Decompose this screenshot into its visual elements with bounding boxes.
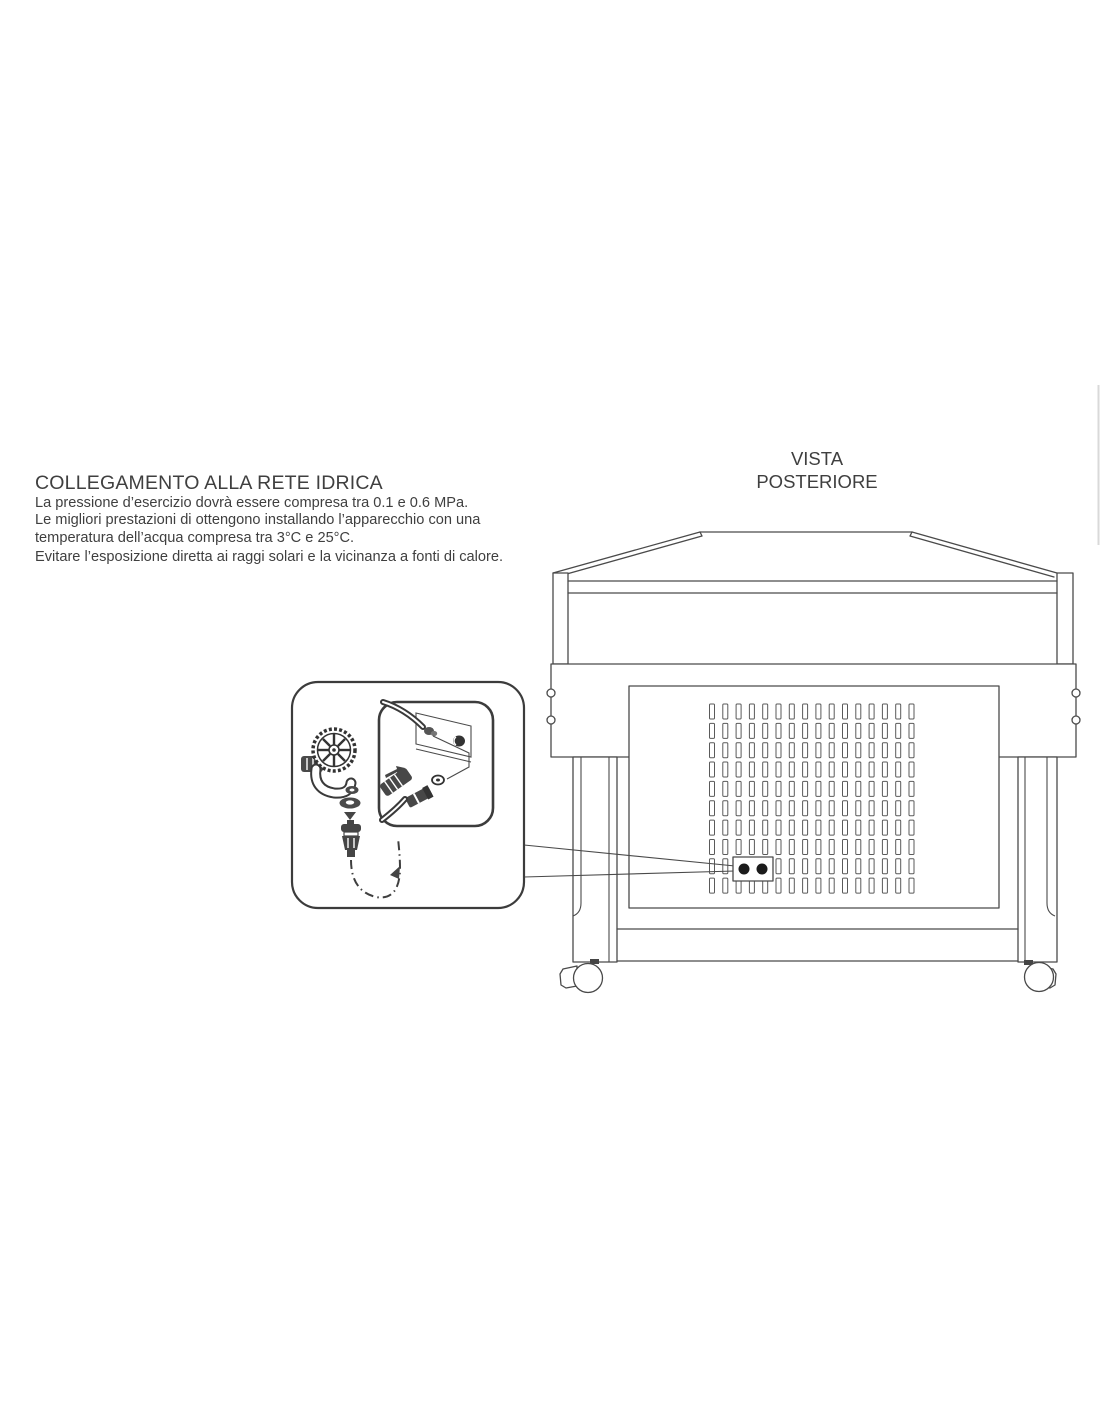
vent-slot (763, 704, 768, 719)
vent-slot (789, 743, 794, 758)
vent-slot (869, 801, 874, 816)
vent-slot (710, 801, 715, 816)
vent-slot (763, 743, 768, 758)
connection-detail-box (379, 702, 493, 826)
vent-slot (856, 878, 861, 893)
instruction-note: Evitare l’esposizione diretta ai raggi solari e la vicinanza a fonti di calore. (35, 549, 504, 565)
vent-slot (909, 704, 914, 719)
vent-slot (843, 801, 848, 816)
vent-slot (856, 704, 861, 719)
vent-slot (909, 743, 914, 758)
vent-slot (843, 859, 848, 874)
vent-slot (763, 840, 768, 855)
vent-slot (723, 704, 728, 719)
vent-slot (816, 820, 821, 835)
vent-slot (776, 820, 781, 835)
vent-slot (869, 820, 874, 835)
faucet-handle (313, 729, 355, 771)
vent-slot (816, 723, 821, 738)
vent-slot (869, 704, 874, 719)
inlet-dot (739, 864, 750, 875)
washer-icon (340, 798, 361, 809)
vent-slot (843, 820, 848, 835)
vent-slot (896, 878, 901, 893)
vent-slot (869, 859, 874, 874)
vent-slot (776, 743, 781, 758)
vent-slot (843, 704, 848, 719)
vent-slot (882, 781, 887, 796)
vent-slot (736, 840, 741, 855)
vent-slot (789, 704, 794, 719)
vent-slot (856, 743, 861, 758)
instruction-line: Le migliori prestazioni di ottengono installando l’apparecchio con una (35, 512, 481, 529)
vent-slot (856, 840, 861, 855)
view-label-line2: POSTERIORE (756, 470, 878, 492)
vent-slot (882, 859, 887, 874)
vent-slot (882, 820, 887, 835)
vent-slot (803, 878, 808, 893)
water-inlet-plate (733, 857, 773, 881)
vent-slot (723, 781, 728, 796)
vent-slot (856, 781, 861, 796)
vent-slot (882, 840, 887, 855)
vent-slot (896, 723, 901, 738)
vent-slot (816, 859, 821, 874)
vent-slot (789, 859, 794, 874)
vent-slot (829, 859, 834, 874)
vent-slot (843, 878, 848, 893)
vent-slot (856, 859, 861, 874)
vent-slot (776, 723, 781, 738)
vent-slot (803, 820, 808, 835)
vent-slot (896, 801, 901, 816)
vent-slot (882, 762, 887, 777)
vent-slot (909, 781, 914, 796)
vent-slot (856, 820, 861, 835)
vent-slot (882, 743, 887, 758)
vent-slot (763, 781, 768, 796)
vent-slot (789, 820, 794, 835)
vent-slot (789, 801, 794, 816)
left-post (553, 573, 568, 664)
vent-slot (856, 723, 861, 738)
vent-slot (749, 704, 754, 719)
caster-wheel-left (560, 959, 603, 993)
vent-slot (723, 801, 728, 816)
vent-slot (736, 801, 741, 816)
vent-slot (803, 762, 808, 777)
vent-slot (829, 723, 834, 738)
vent-slot (763, 820, 768, 835)
vent-slot (776, 878, 781, 893)
vent-slot (749, 743, 754, 758)
vent-slot (843, 762, 848, 777)
vent-slot (803, 840, 808, 855)
instruction-line: La pressione d’esercizio dovrà essere compresa tra 0.1 e 0.6 MPa. (35, 495, 469, 511)
left-leg (573, 757, 617, 962)
vent-slot (776, 781, 781, 796)
vent-slot (882, 723, 887, 738)
vent-slot (736, 820, 741, 835)
vent-slot (723, 820, 728, 835)
vent-slot (736, 743, 741, 758)
appliance-outline (547, 532, 1080, 993)
vent-slot (763, 801, 768, 816)
vent-slot (803, 743, 808, 758)
right-leg (1018, 757, 1057, 962)
vent-slot (896, 820, 901, 835)
view-label-line1: VISTA (790, 448, 844, 469)
vent-slot (710, 878, 715, 893)
vent-slot (816, 704, 821, 719)
vent-slot (882, 704, 887, 719)
callout-balloon (292, 682, 524, 908)
vent-slot (723, 878, 728, 893)
vent-slot (829, 762, 834, 777)
vent-slot (869, 840, 874, 855)
vent-slot (816, 840, 821, 855)
vent-slot (776, 801, 781, 816)
vent-slot (829, 840, 834, 855)
kick-plate (617, 929, 1018, 961)
vent-slot (803, 704, 808, 719)
vent-slot (789, 878, 794, 893)
vent-slot (803, 859, 808, 874)
vent-slot (816, 878, 821, 893)
vent-slot (749, 801, 754, 816)
vent-slot (869, 878, 874, 893)
vent-slot (869, 762, 874, 777)
vent-slot (909, 762, 914, 777)
vent-slot (909, 723, 914, 738)
vent-slot (776, 704, 781, 719)
vent-panel (629, 686, 999, 908)
vent-slot (710, 704, 715, 719)
vent-slot (736, 704, 741, 719)
vent-slot (736, 762, 741, 777)
vent-slot (789, 840, 794, 855)
vent-slot (896, 743, 901, 758)
vent-slot (749, 840, 754, 855)
vent-slot (803, 781, 808, 796)
vent-slot (909, 859, 914, 874)
vent-slot (856, 762, 861, 777)
vent-slot (829, 878, 834, 893)
vent-slot (710, 762, 715, 777)
inlet-dot (757, 864, 768, 875)
vent-slot (896, 859, 901, 874)
vent-slot (749, 781, 754, 796)
vent-slot (816, 781, 821, 796)
caster-wheel-right (1024, 960, 1056, 992)
vent-slot (829, 743, 834, 758)
vent-slot (749, 820, 754, 835)
vent-slot (843, 723, 848, 738)
vent-slot (803, 801, 808, 816)
vent-slot (736, 781, 741, 796)
vent-slot (723, 762, 728, 777)
vent-slot (869, 781, 874, 796)
vent-slot (723, 743, 728, 758)
vent-slot (843, 840, 848, 855)
section-title: COLLEGAMENTO ALLA RETE IDRICA (35, 472, 383, 494)
vent-slot (803, 723, 808, 738)
vent-slot (896, 840, 901, 855)
vent-slot (816, 801, 821, 816)
vent-slot (856, 801, 861, 816)
vent-slot (829, 781, 834, 796)
canopy (553, 532, 1057, 577)
vent-slot (749, 723, 754, 738)
vent-slot (896, 704, 901, 719)
vent-slot (763, 723, 768, 738)
vent-slot (882, 801, 887, 816)
small-washer-icon (432, 776, 444, 785)
instruction-line: temperatura dell’acqua compresa tra 3°C e 25°C. (35, 529, 355, 546)
vent-slot (896, 762, 901, 777)
vent-slot (909, 801, 914, 816)
vent-slot (909, 878, 914, 893)
right-post (1057, 573, 1073, 664)
vent-slot (869, 723, 874, 738)
vent-slot (710, 840, 715, 855)
vent-slot (829, 801, 834, 816)
vent-slot (776, 762, 781, 777)
vent-slot (723, 723, 728, 738)
vent-slot (843, 781, 848, 796)
top-band-lines (568, 581, 1057, 593)
vent-slot (710, 781, 715, 796)
vent-slot (710, 820, 715, 835)
vent-slot (776, 859, 781, 874)
vent-slot (829, 704, 834, 719)
vent-slot (789, 723, 794, 738)
vent-slot (789, 762, 794, 777)
vent-slot (843, 743, 848, 758)
vent-slot (749, 762, 754, 777)
vent-slot (909, 820, 914, 835)
vent-slot (816, 762, 821, 777)
vent-slot (896, 781, 901, 796)
vent-slot (710, 723, 715, 738)
vent-slot (710, 743, 715, 758)
vent-slot (723, 840, 728, 855)
vent-slot (829, 820, 834, 835)
vent-slot (763, 762, 768, 777)
vent-slot (882, 878, 887, 893)
vent-slot (736, 723, 741, 738)
vent-slot (909, 840, 914, 855)
vent-slot (816, 743, 821, 758)
vent-slot (776, 840, 781, 855)
vent-slot (869, 743, 874, 758)
vent-slot (789, 781, 794, 796)
